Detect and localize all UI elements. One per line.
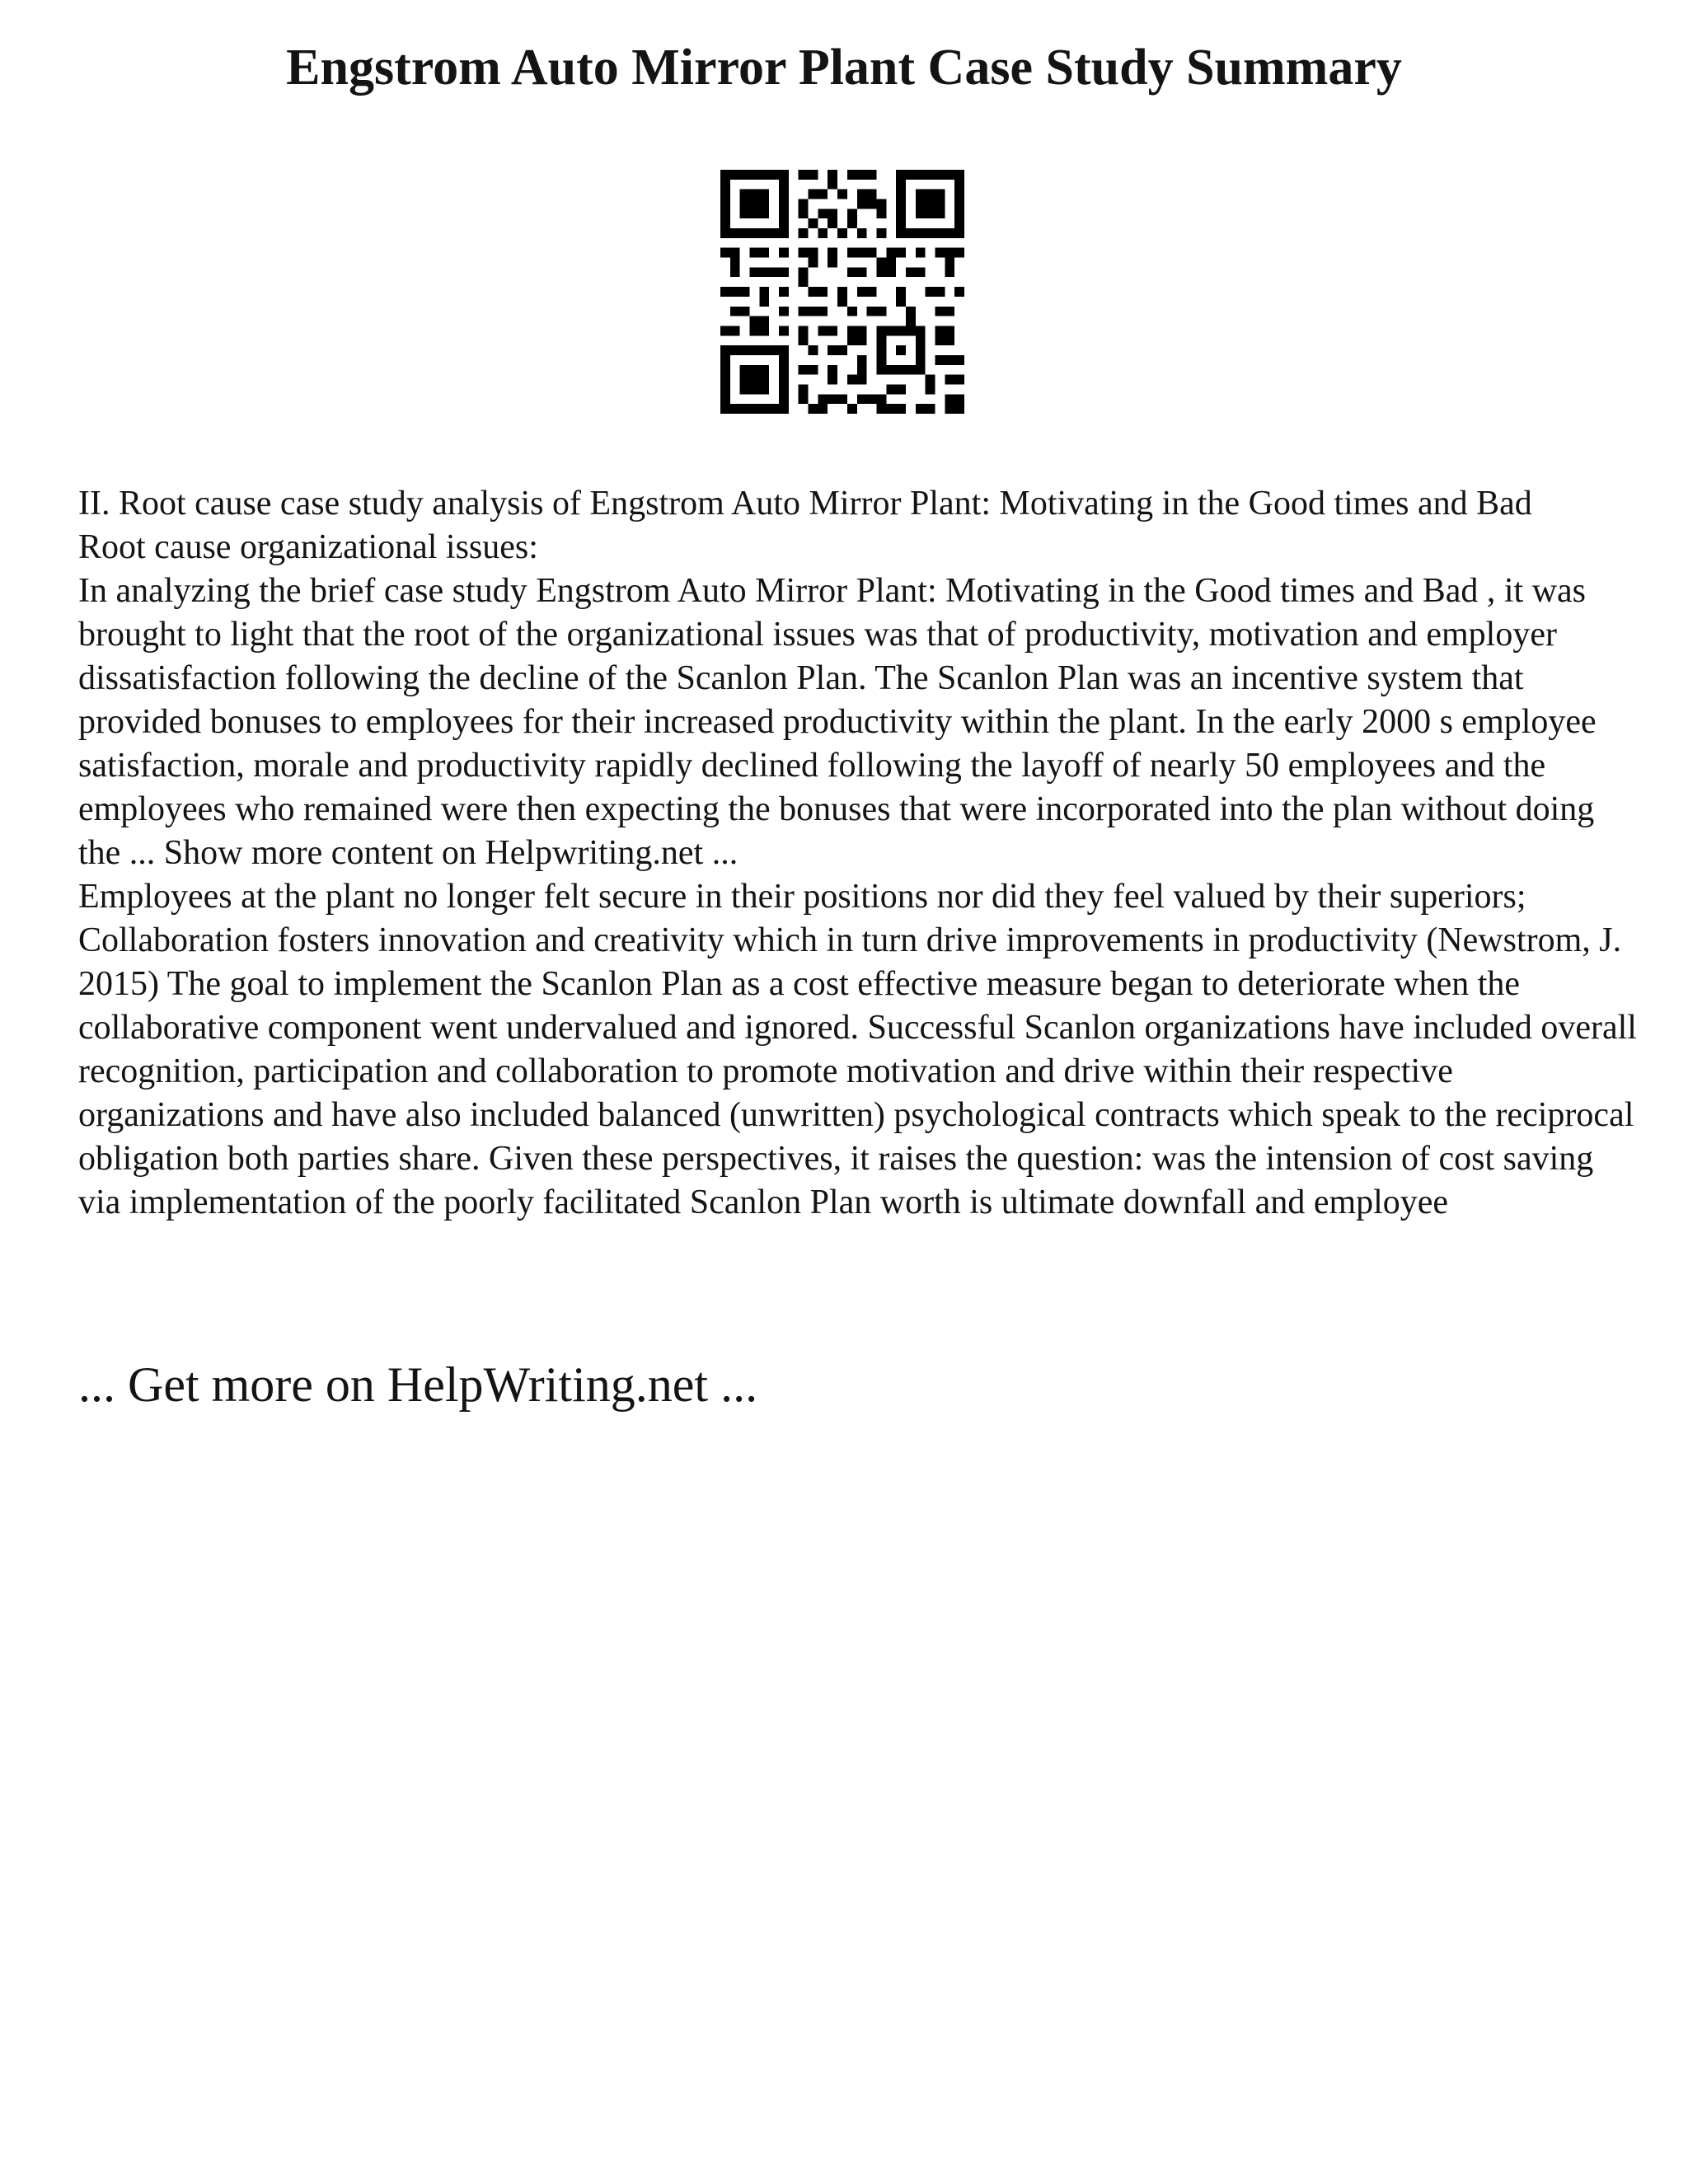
get-more-link[interactable]: ... Get more on HelpWriting.net ... xyxy=(78,1357,758,1412)
body-paragraph: Employees at the plant no longer felt secure in their positions nor did they feel valued by their superiors; Collaboration fosters innovation and creativity which in turn drive improvements in productivity (Newstrom, J. 2015) The goal to implement the Scanlon Plan as a cost effective measure began to deteriorate when the collaborative component went undervalued and ignored. Successful Scanlon organizations have included overall recognition, participation and collaboration to promote motivation and drive within their respective organizations and have also included balanced (unwritten) psychological contracts which speak to the reciprocal obligation both parties share. Given these perspectives, it raises the question: was the intension of cost saving via implementation of the poorly facilitated Scanlon Plan worth is ultimate downfall and employee xyxy=(78,878,1637,1221)
section-heading: II. Root cause case study analysis of Engstrom Auto Mirror Plant: Motivating in the Good times and Bad xyxy=(78,485,1532,523)
page-title: Engstrom Auto Mirror Plant Case Study Summary xyxy=(286,40,1402,96)
section-subheading: Root cause organizational issues: xyxy=(78,528,538,566)
qr-code-icon[interactable] xyxy=(720,170,964,414)
document-body xyxy=(78,482,1644,1225)
body-paragraph: In analyzing the brief case study Engstrom Auto Mirror Plant: Motivating in the Good times and Bad , it was brought to light that the root of the organizational issues was that of productivity, motivation and employer dissatisfaction following the decline of the Scanlon Plan. The Scanlon Plan was an incentive system that provided bonuses to employees for their increased productivity within the plant. In the early 2000 s employee satisfaction, morale and productivity rapidly declined following the layoff of nearly 50 employees and the employees who remained were then expecting the bonuses that were incorporated into the plan without doing the ... Show more content on Helpwriting.net ... xyxy=(78,572,1597,872)
